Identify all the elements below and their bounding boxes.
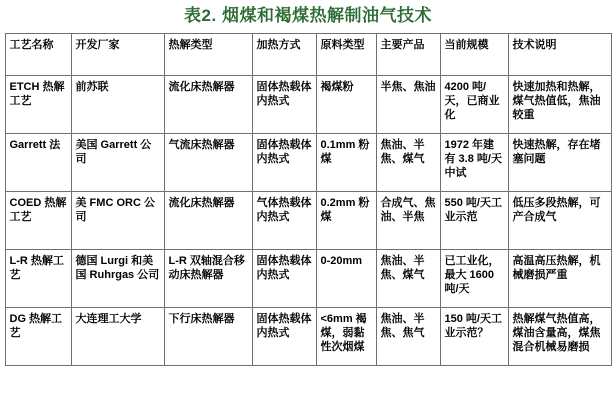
column-header-current-scale: 当前规模 bbox=[440, 34, 508, 76]
cell-feedstock-type: 0-20mm bbox=[316, 250, 376, 308]
cell-current-scale: 1972 年建有 3.8 吨/天中试 bbox=[440, 134, 508, 192]
cell-heating-method: 固体热载体内热式 bbox=[252, 76, 316, 134]
table-row bbox=[5, 192, 611, 250]
cell-feedstock-type: 0.2mm 粉煤 bbox=[316, 192, 376, 250]
cell-heating-method: 固体热载体内热式 bbox=[252, 250, 316, 308]
table-header bbox=[5, 34, 611, 76]
cell-main-products: 焦油、半焦、煤气 bbox=[376, 134, 440, 192]
column-header-developer: 开发厂家 bbox=[71, 34, 164, 76]
cell-technical-notes: 热解煤气热值高，煤油含量高，煤焦混合机械易磨损 bbox=[508, 308, 611, 366]
cell-heating-method: 气体热载体内热式 bbox=[252, 192, 316, 250]
cell-developer: 美国 Garrett 公司 bbox=[71, 134, 164, 192]
cell-process-name: COED 热解工艺 bbox=[5, 192, 71, 250]
cell-pyrolysis-type: 下行床热解器 bbox=[164, 308, 252, 366]
cell-feedstock-type: <6mm 褐煤，弱黏性次烟煤 bbox=[316, 308, 376, 366]
cell-technical-notes: 快速热解，存在堵塞问题 bbox=[508, 134, 611, 192]
cell-main-products: 焦油、半焦、焦气 bbox=[376, 308, 440, 366]
cell-main-products: 焦油、半焦、煤气 bbox=[376, 250, 440, 308]
cell-current-scale: 4200 吨/天，已商业化 bbox=[440, 76, 508, 134]
table-row bbox=[5, 250, 611, 308]
cell-technical-notes: 快速加热和热解，煤气热值低，焦油较重 bbox=[508, 76, 611, 134]
cell-technical-notes: 低压多段热解，可产合成气 bbox=[508, 192, 611, 250]
column-header-technical-notes: 技术说明 bbox=[508, 34, 611, 76]
cell-main-products: 半焦、焦油 bbox=[376, 76, 440, 134]
cell-pyrolysis-type: 流化床热解器 bbox=[164, 192, 252, 250]
cell-main-products: 合成气、焦油、半焦 bbox=[376, 192, 440, 250]
table-row bbox=[5, 76, 611, 134]
cell-current-scale: 550 吨/天工业示范 bbox=[440, 192, 508, 250]
cell-heating-method: 固体热载体内热式 bbox=[252, 134, 316, 192]
cell-pyrolysis-type: 流化床热解器 bbox=[164, 76, 252, 134]
column-header-pyrolysis-type: 热解类型 bbox=[164, 34, 252, 76]
cell-pyrolysis-type: L-R 双轴混合移动床热解器 bbox=[164, 250, 252, 308]
coal-pyrolysis-table bbox=[5, 33, 612, 366]
cell-current-scale: 150 吨/天工业示范？ bbox=[440, 308, 508, 366]
cell-technical-notes: 高温高压热解，机械磨损严重 bbox=[508, 250, 611, 308]
cell-pyrolysis-type: 气流床热解器 bbox=[164, 134, 252, 192]
cell-developer: 大连理工大学 bbox=[71, 308, 164, 366]
cell-process-name: DG 热解工艺 bbox=[5, 308, 71, 366]
cell-developer: 美 FMC ORC 公司 bbox=[71, 192, 164, 250]
page-title: 表2. 烟煤和褐煤热解制油气技术 bbox=[184, 6, 432, 25]
column-header-process-name: 工艺名称 bbox=[5, 34, 71, 76]
column-header-feedstock-type: 原料类型 bbox=[316, 34, 376, 76]
cell-process-name: L-R 热解工艺 bbox=[5, 250, 71, 308]
cell-feedstock-type: 0.1mm 粉煤 bbox=[316, 134, 376, 192]
column-header-main-products: 主要产品 bbox=[376, 34, 440, 76]
cell-developer: 前苏联 bbox=[71, 76, 164, 134]
table-header-row bbox=[5, 34, 611, 76]
column-header-heating-method: 加热方式 bbox=[252, 34, 316, 76]
cell-process-name: ETCH 热解工艺 bbox=[5, 76, 71, 134]
table-body bbox=[5, 76, 611, 366]
table-row bbox=[5, 308, 611, 366]
cell-process-name: Garrett 法 bbox=[5, 134, 71, 192]
cell-heating-method: 固体热载体内热式 bbox=[252, 308, 316, 366]
cell-developer: 德国 Lurgi 和美国 Ruhrgas 公司 bbox=[71, 250, 164, 308]
cell-feedstock-type: 褐煤粉 bbox=[316, 76, 376, 134]
cell-current-scale: 已工业化，最大 1600 吨/天 bbox=[440, 250, 508, 308]
table-row bbox=[5, 134, 611, 192]
